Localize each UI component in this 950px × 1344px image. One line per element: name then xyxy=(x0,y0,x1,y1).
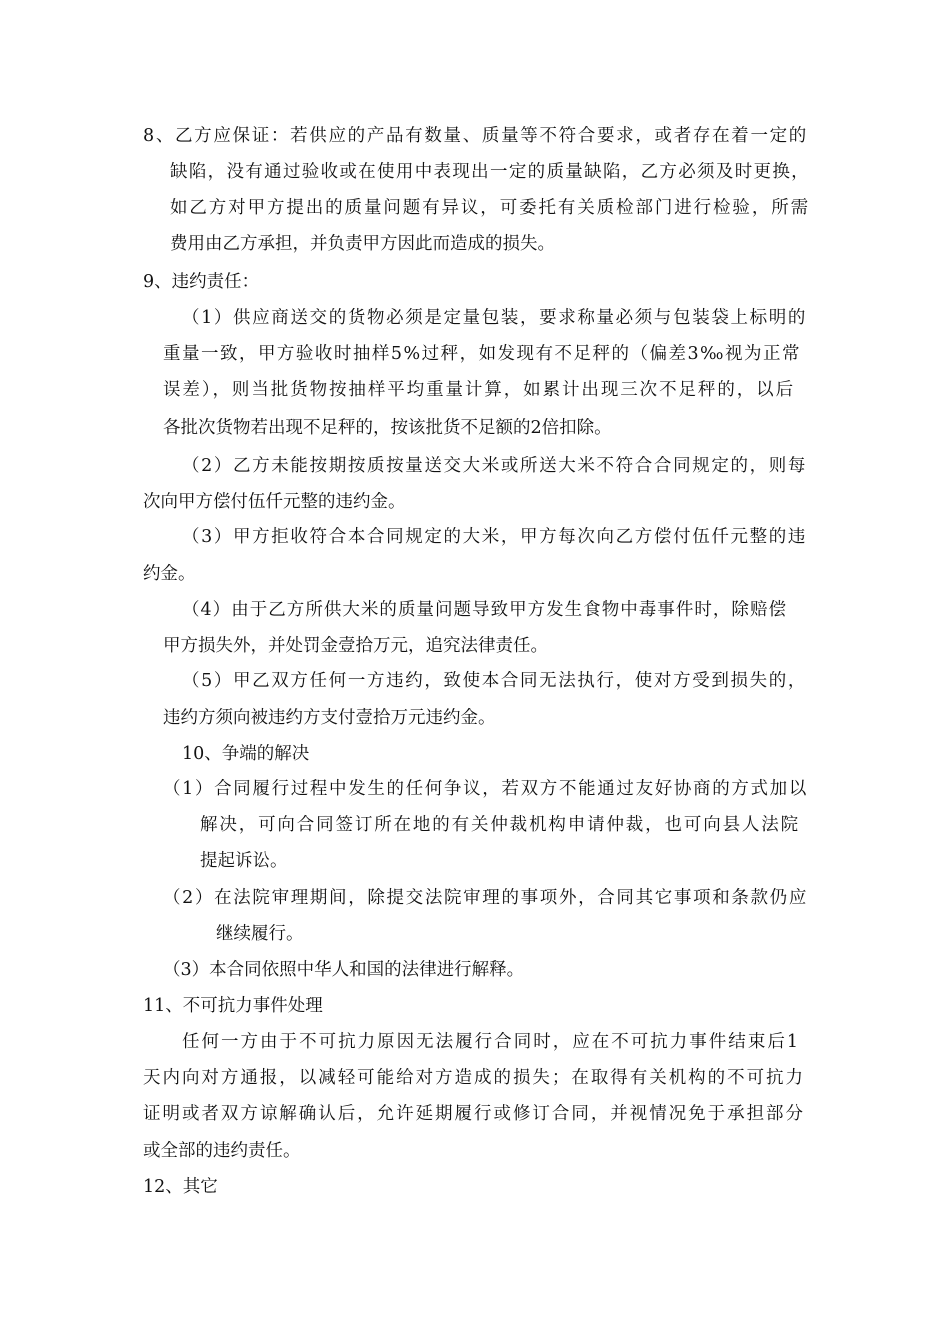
section-9-item-2-line-2: 次向甲方偿付伍仟元整的违约金。 xyxy=(143,492,406,512)
section-8-line-2: 缺陷，没有通过验收或在使用中表现出一定的质量缺陷，乙方必须及时更换， xyxy=(170,162,810,182)
section-10-item-2-line-2: 继续履行。 xyxy=(216,924,304,944)
section-9-item-4-line-1: （4）由于乙方所供大米的质量问题导致甲方发生食物中毒事件时，除赔偿 xyxy=(182,600,787,620)
section-9-item-1-line-3: 误差），则当批货物按抽样平均重量计算，如累计出现三次不足秤的，以后 xyxy=(163,380,795,400)
section-8-line-4: 费用由乙方承担，并负责甲方因此而造成的损失。 xyxy=(170,234,555,254)
section-9-item-4-line-2: 甲方损失外，并处罚金壹拾万元，追究法律责任。 xyxy=(163,636,548,656)
section-9-item-5-line-1: （5）甲乙双方任何一方违约，致使本合同无法执行，使对方受到损失的， xyxy=(182,671,807,691)
section-9-item-3-line-2: 约金。 xyxy=(143,564,196,584)
section-11-heading: 11、不可抗力事件处理 xyxy=(143,996,323,1016)
section-9-heading: 9、违约责任： xyxy=(143,272,260,292)
section-10-heading: 10、争端的解决 xyxy=(182,744,310,764)
section-8-line-3: 如乙方对甲方提出的质量问题有异议，可委托有关质检部门进行检验，所需 xyxy=(170,198,810,218)
section-11-line-1: 任何一方由于不可抗力原因无法履行合同时，应在不可抗力事件结束后1 xyxy=(182,1032,800,1052)
section-9-item-1-line-2: 重量一致，甲方验收时抽样5%过秤，如发现有不足秤的（偏差3‰视为正常 xyxy=(163,344,801,364)
section-11-line-4: 或全部的违约责任。 xyxy=(143,1141,301,1161)
section-11-line-2: 天内向对方通报，以减轻可能给对方造成的损失；在取得有关机构的不可抗力 xyxy=(143,1068,805,1088)
section-8-line-1: 8、乙方应保证：若供应的产品有数量、质量等不符合要求，或者存在着一定的 xyxy=(143,126,808,146)
section-12-heading: 12、其它 xyxy=(143,1177,218,1197)
section-10-item-2-line-1: （2）在法院审理期间，除提交法院审理的事项外，合同其它事项和条款仍应 xyxy=(163,888,808,908)
section-10-item-1-line-1: （1）合同履行过程中发生的任何争议，若双方不能通过友好协商的方式加以 xyxy=(163,779,808,799)
section-10-item-1-line-3: 提起诉讼。 xyxy=(200,851,288,871)
section-11-line-3: 证明或者双方谅解确认后，允许延期履行或修订合同，并视情况免于承担部分 xyxy=(143,1104,805,1124)
section-9-item-3-line-1: （3）甲方拒收符合本合同规定的大米，甲方每次向乙方偿付伍仟元整的违 xyxy=(182,527,807,547)
section-9-item-2-line-1: （2）乙方未能按期按质按量送交大米或所送大米不符合合同规定的，则每 xyxy=(182,456,807,476)
section-10-item-1-line-2: 解决，可向合同签订所在地的有关仲裁机构申请仲裁，也可向县人法院 xyxy=(200,815,800,835)
section-9-item-1-line-1: （1）供应商送交的货物必须是定量包装，要求称量必须与包装袋上标明的 xyxy=(182,308,807,328)
section-9-item-1-line-4: 各批次货物若出现不足秤的，按该批货不足额的2倍扣除。 xyxy=(163,418,612,438)
section-9-item-5-line-2: 违约方须向被违约方支付壹拾万元违约金。 xyxy=(163,708,496,728)
section-10-item-3-line-1: （3）本合同依照中华人和国的法律进行解释。 xyxy=(163,960,525,980)
